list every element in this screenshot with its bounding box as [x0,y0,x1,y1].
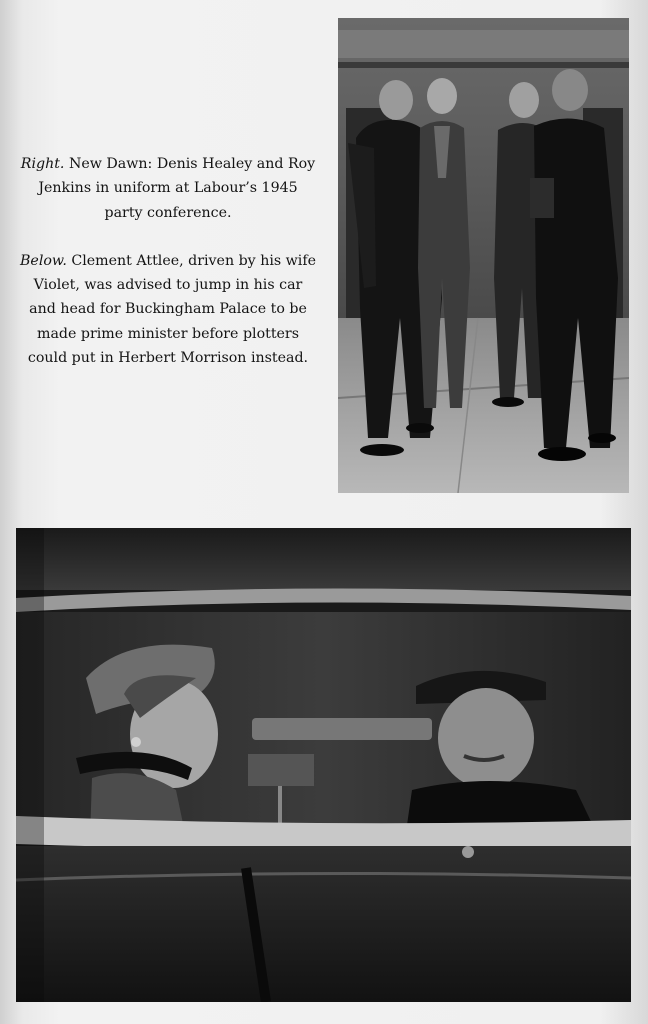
caption-right [20,152,316,225]
photo-attlee-car-illustration [16,528,631,1002]
caption-right-text: New Dawn: Denis Healey and Roy Jenkins in uniform at Labour’s 1945 party conference. [38,156,316,221]
caption-right-label: Right. [20,156,65,172]
photo-conference-illustration [338,18,629,493]
caption-below-label: Below. [20,252,67,269]
caption-below [20,249,316,370]
caption-block [20,152,316,394]
photo-attlee-car [16,528,631,1002]
photo-conference [338,18,629,493]
caption-below-text: Clement Attlee, driven by his wife Violet, was advised to jump in his car and head for Buckingham Palace to be made prime minister before plotters could put in Herbert Morrison instead. [27,252,316,367]
